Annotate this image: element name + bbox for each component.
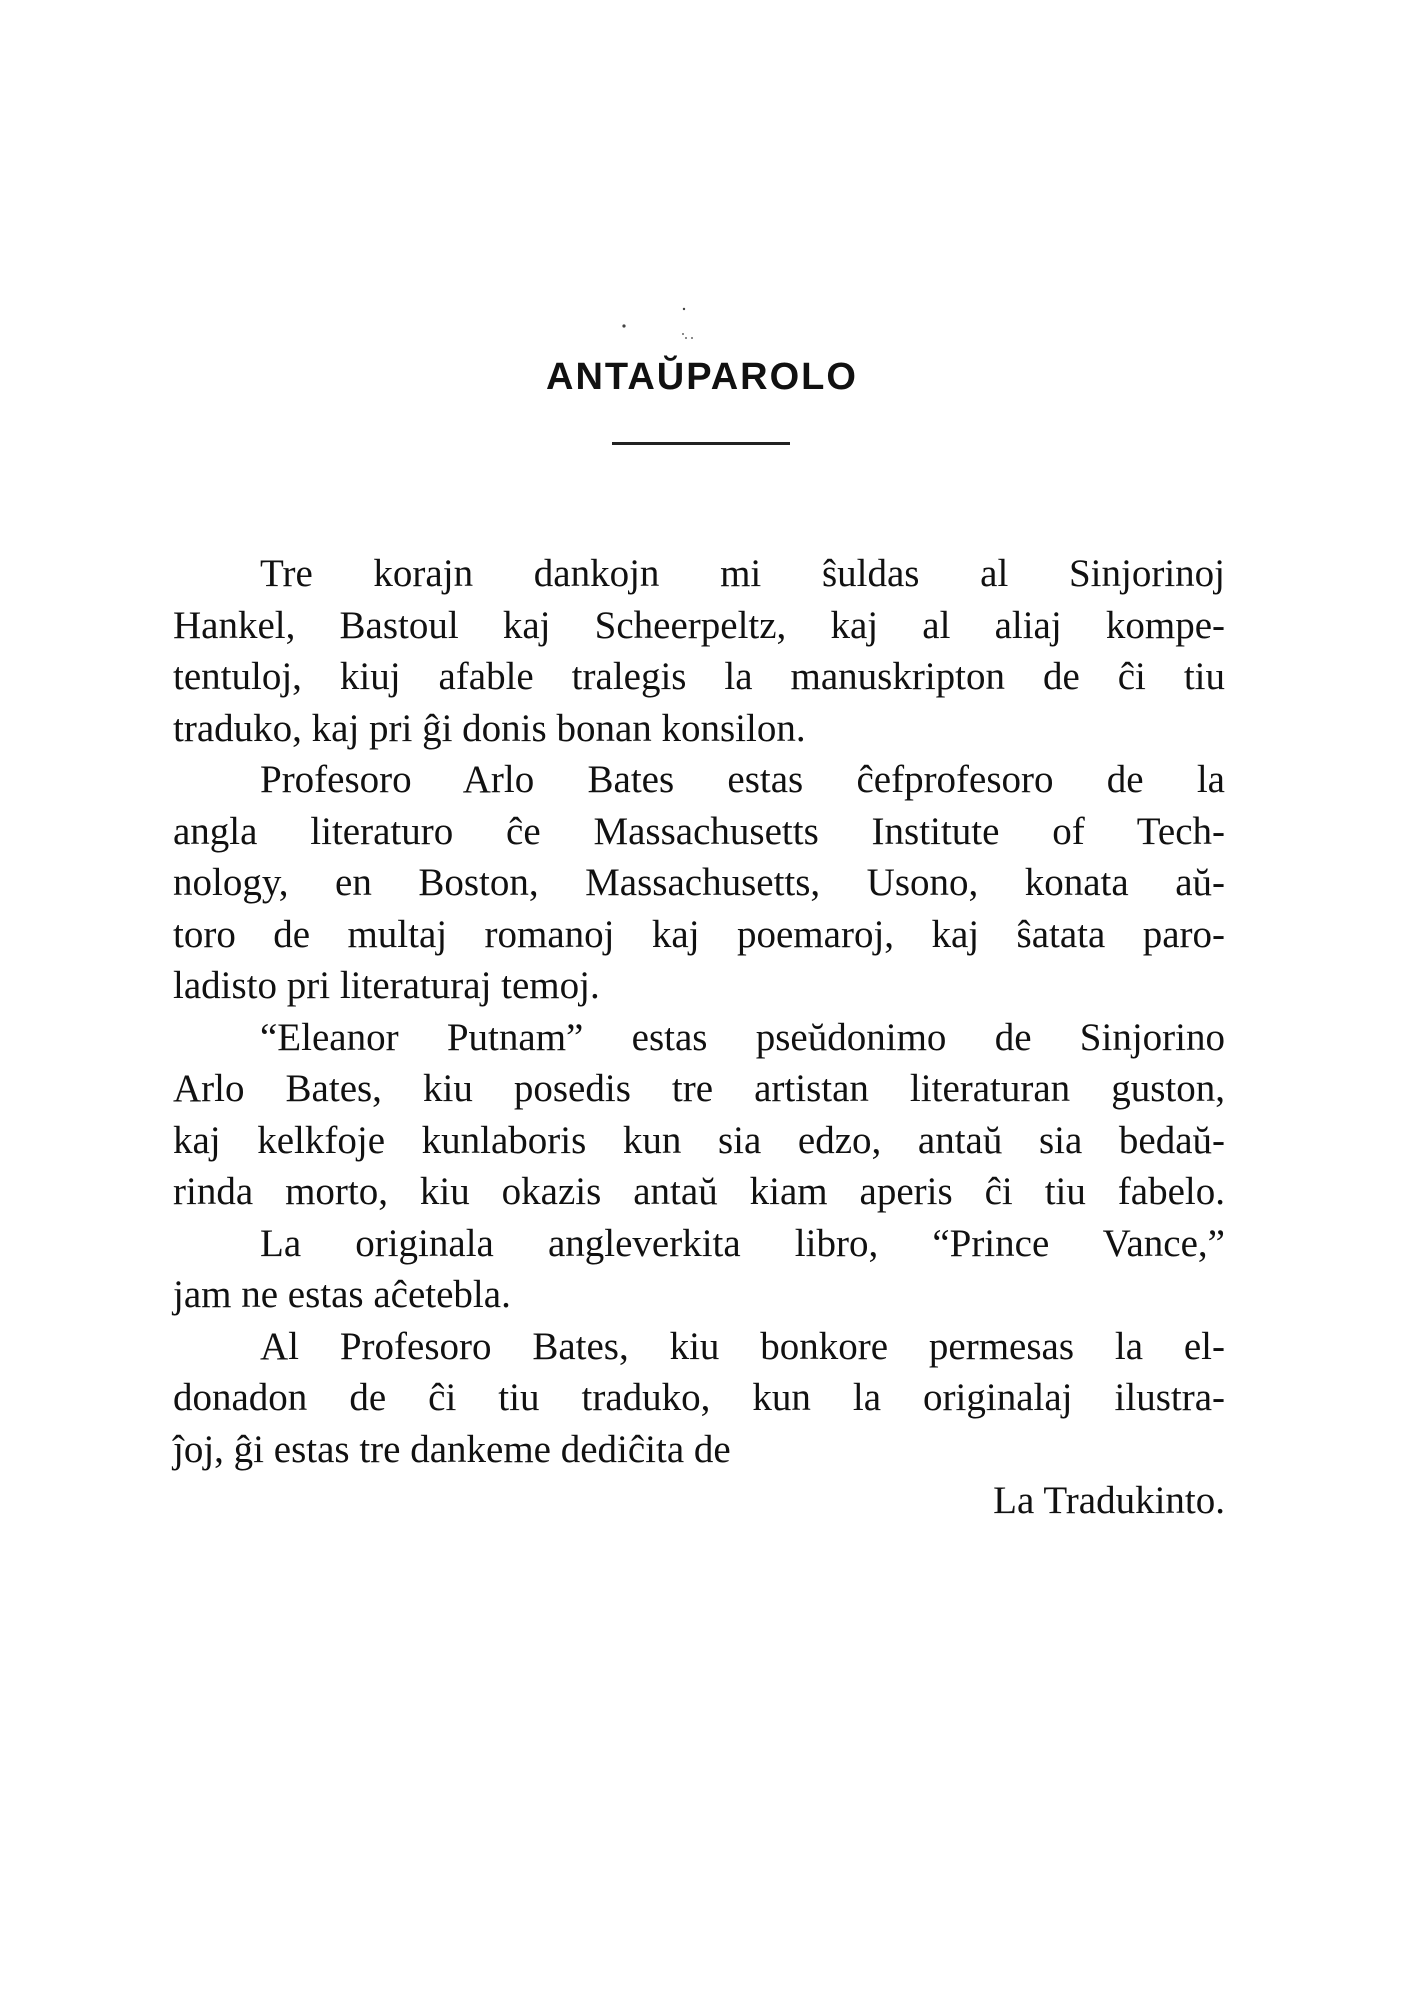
text-line: kaj kelkfoje kunlaboris kun sia edzo, antaŭ sia bedaŭ- — [173, 1118, 1225, 1162]
page-title: ANTAŬPAROLO — [546, 356, 858, 398]
paragraph — [173, 548, 1225, 754]
text-line: Profesoro Arlo Bates estas ĉefprofesoro de la — [260, 758, 1225, 801]
paragraph — [173, 1012, 1225, 1218]
text-line: Al Profesoro Bates, kiu bonkore permesas la el- — [260, 1324, 1225, 1368]
signature: La Tradukinto. — [993, 1479, 1225, 1522]
print-specks — [620, 300, 700, 350]
paragraph — [173, 1321, 1225, 1476]
paragraph — [173, 1218, 1225, 1321]
title-divider — [612, 442, 790, 445]
text-line: angla literaturo ĉe Massachusetts Institute of Tech- — [173, 809, 1225, 853]
text-line: toro de multaj romanoj kaj poemaroj, kaj ŝatata paro- — [173, 912, 1225, 956]
text-line: jam ne estas aĉetebla. — [173, 1273, 511, 1316]
preface-body — [173, 548, 1225, 1527]
text-line: “Eleanor Putnam” estas pseŭdonimo de Sinjorino — [260, 1015, 1225, 1059]
paragraph — [173, 754, 1225, 1012]
text-line: Hankel, Bastoul kaj Scheerpeltz, kaj al aliaj kompe- — [173, 603, 1225, 647]
text-line: Arlo Bates, kiu posedis tre artistan literaturan guston, — [173, 1067, 1225, 1110]
text-line: tentuloj, kiuj afable tralegis la manuskripton de ĉi tiu — [173, 655, 1225, 698]
text-line: nology, en Boston, Massachusetts, Usono, konata aŭ- — [173, 861, 1225, 904]
text-line: ladisto pri literaturaj temoj. — [173, 964, 600, 1007]
text-line: traduko, kaj pri ĝi donis bonan konsilon. — [173, 706, 806, 750]
text-line: La originala angleverkita libro, “Prince Vance,” — [260, 1221, 1225, 1265]
text-line: rinda morto, kiu okazis antaŭ kiam aperis ĉi tiu fabelo. — [173, 1170, 1225, 1213]
text-line: Tre korajn dankojn mi ŝuldas al Sinjorinoj — [260, 552, 1225, 595]
text-line: ĵoj, ĝi estas tre dankeme dediĉita de — [173, 1427, 731, 1471]
text-line: donadon de ĉi tiu traduko, kun la originalaj ilustra- — [173, 1376, 1225, 1419]
